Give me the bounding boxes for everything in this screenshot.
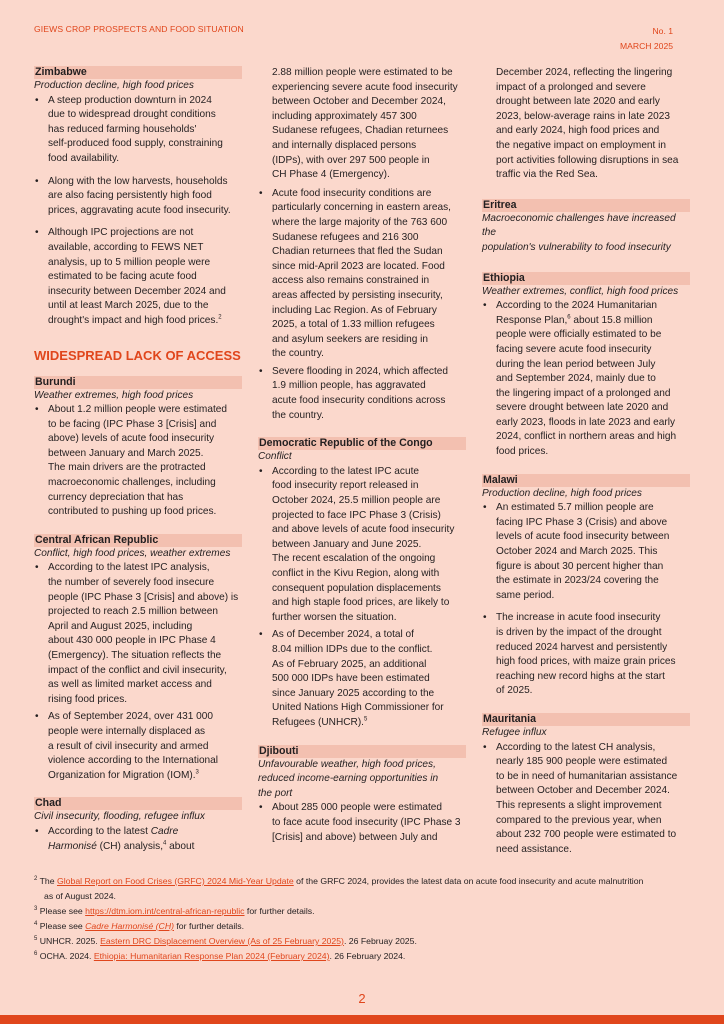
footnotes — [34, 874, 694, 964]
subtitle-car: Conflict, high food prices, weather extremes — [34, 547, 231, 559]
country-heading-djibouti: Djibouti — [258, 745, 466, 758]
bullet-list-djibouti — [258, 801, 466, 845]
bullet-item: • Along with the low harvests, households are also facing persistently high food prices, aggravating acute food insecurity. — [34, 175, 242, 219]
country-heading-mauritania: Mauritania — [482, 713, 690, 726]
country-heading-chad: Chad — [34, 797, 242, 810]
footnote-3: $^3$ Please see https://dtm.iom.int/central-african-republic for further details. — [34, 906, 315, 916]
footnote-ref[interactable]: 6 — [567, 314, 571, 321]
bullet-item: • According to the latest IPC analysis, the number of severely food insecure people (IPC Phase 3 [Crisis] and above) is projected to reach 2.5 million between April and August 2025, including about 430 000 people in IPC Phase 4 (Emergency). The situation reflects the impact of the conflict and civil insecurity, as well as limited market access and rising food prices. — [34, 561, 242, 707]
subtitle-zimbabwe: Production decline, high food prices — [34, 80, 194, 91]
bullet-list-malawi — [482, 501, 690, 699]
issue-date: MARCH 2025 — [619, 41, 673, 51]
bullet-item: • A steep production downturn in 2024 due to widespread drought conditions has reduced farming households' self-produced food supply, constraining food availability. — [34, 94, 242, 167]
djibouti-continued-text: December 2024, reflecting the lingering impact of a prolonged and severe drought between late 2020 and early 2023, below-average rains in late 2023 and early 2024, high food prices and the negative impact on employment in port activities following disruptions in sea traffic via the Red Sea. — [496, 67, 679, 181]
bullet-list-mauritania — [482, 741, 690, 858]
country-heading-eritrea: Eritrea — [482, 199, 690, 212]
bullet-item: • According to the latest Cadre Harmonisé (CH) analysis,$^4$ about — [34, 825, 242, 854]
footnote-ref[interactable]: 2 — [218, 314, 222, 321]
chad-continued-text: 2.88 million people were estimated to be experiencing severe acute food insecurity between October and December 2024, including approximately 457 300 Sudanese refugees, Chadian returnees and internally displaced persons (IDPs), with over 297 500 people in CH Phase 4 (Emergency). — [272, 67, 458, 181]
issue-info — [620, 24, 673, 54]
footnote-2: $^2$ The Global Report on Food Crises (GRFC) 2024 Mid-Year Update of the GRFC 2024, provides the latest data on acute food insecurity and acute malnutrition — [34, 876, 644, 886]
subtitle-chad: Civil insecurity, flooding, refugee influx — [34, 811, 205, 823]
section-heading: WIDESPREAD LACK OF ACCESS — [34, 347, 241, 363]
country-heading-malawi: Malawi — [482, 474, 690, 487]
bullet-item: • According to the 2024 Humanitarian Response Plan,$^6$ about 15.8 million people were officially estimated to be facing severe acute food insecurity during the lean period between July and September 2024, mainly due to the lingering impact of a prolonged and severe drought between late 2020 and early 2023, floods in late 2023 and early 2024, conflict in northern areas and high food prices. — [482, 299, 690, 460]
bullet-item: • As of December 2024, a total of 8.04 million IDPs due to the conflict. As of February 2025, an additional 500 000 IDPs have been estimated since January 2025 according to the United Nations High Commissioner for Refugees (UNHCR).$^5$ — [258, 628, 466, 730]
country-heading-car: Central African Republic — [34, 534, 242, 547]
subtitle-djibouti: Unfavourable weather, high food prices, reduced income-earning opportunities in the port — [258, 758, 439, 799]
footnote-ref[interactable]: 5 — [364, 716, 368, 723]
subtitle-drc: Conflict — [258, 451, 292, 463]
running-header-title: GIEWS CROP PROSPECTS AND FOOD SITUATION — [34, 24, 244, 34]
bullet-list-burundi — [34, 403, 242, 520]
country-heading-drc: Democratic Republic of the Congo — [258, 437, 466, 450]
bullet-item: • Acute food insecurity conditions are particularly concerning in eastern areas, where the large majority of the 763 600 Sudanese refugees and 216 300 Chadian returnees that fled the Sudan since mid-April 2023 are located. Food access also remains constrained in areas affected by persisting insecurity, including Lac Region. As of February 2025, a total of 1.33 million refugees and asylum seekers are residing in the country. — [258, 187, 466, 362]
bullet-list-zimbabwe — [34, 94, 242, 329]
bullet-list-ethiopia — [482, 299, 690, 460]
bullet-list-car — [34, 561, 242, 783]
bullet-list-drc — [258, 465, 466, 731]
bullet-list-chad-cont — [258, 187, 466, 424]
bullet-item: • About 1.2 million people were estimated to be facing (IPC Phase 3 [Crisis] and above) levels of acute food insecurity between January and March 2025. The main drivers are the protracted macroeconomic challenges, including currency depreciation that has contributed to pushing up food prices. — [34, 403, 242, 520]
country-heading-ethiopia: Ethiopia — [482, 272, 690, 285]
issue-number: No. 1 — [652, 26, 673, 36]
ocha-ethiopia-link[interactable]: Ethiopia: Humanitarian Response Plan 2024 (February 2024) — [93, 951, 330, 961]
bullet-item: • According to the latest IPC acute food insecurity report released in October 2024, 25.5 million people are projected to face IPC Phase 3 (Crisis) and above levels of acute food insecurity between January and June 2025. The recent escalation of the ongoing conflict in the Kivu Region, along with consequent population displacements and high staple food prices, are likely to further worsen the situation. — [258, 465, 466, 626]
bullet-item: • An estimated 5.7 million people are facing IPC Phase 3 (Crisis) and above levels of acute food insecurity between October 2024 and March 2025. This figure is about 30 percent higher than the estimate in 2023/24 covering the same period. — [482, 501, 690, 603]
footnote-4: $^4$ Please see Cadre Harmonisé (CH) for further details. — [34, 921, 244, 931]
subtitle-burundi: Weather extremes, high food prices — [34, 389, 194, 401]
column-1 — [34, 66, 242, 854]
subtitle-eritrea: Macroeconomic challenges have increased the population's vulnerability to food insecurity — [482, 212, 676, 253]
column-3 — [482, 66, 690, 857]
bullet-item: • About 285 000 people were estimated to face acute food insecurity (IPC Phase 3 [Crisis] and above) between July and — [258, 801, 466, 845]
grfc-link[interactable]: Global Report on Food Crises (GRFC) 2024 Mid-Year Update — [56, 876, 294, 886]
page-number: 2 — [358, 991, 366, 1006]
country-heading-burundi: Burundi — [34, 376, 242, 389]
bullet-item: • The increase in acute food insecurity is driven by the impact of the drought reduced 2024 harvest and persistently high food prices, with maize grain prices reaching new record highs at the start of 2025. — [482, 611, 690, 699]
unhcr-drc-link[interactable]: Eastern DRC Displacement Overview (As of 25 February 2025) — [100, 936, 344, 946]
subtitle-malawi: Production decline, high food prices — [482, 487, 642, 499]
subtitle-ethiopia: Weather extremes, conflict, high food prices — [482, 285, 679, 297]
subtitle-mauritania: Refugee influx — [482, 726, 547, 738]
bullet-list-chad — [34, 825, 242, 854]
footnote-ref[interactable]: 4 — [163, 840, 167, 847]
bullet-item: • Severe flooding in 2024, which affected 1.9 million people, has aggravated acute food insecurity conditions across the country. — [258, 365, 466, 423]
column-2 — [258, 66, 466, 845]
bullet-item: • As of September 2024, over 431 000 people were internally displaced as a result of civil insecurity and armed violence according to the International Organization for Migration (IOM).$^3$ — [34, 710, 242, 783]
country-heading-zimbabwe: Zimbabwe — [34, 66, 242, 79]
footnote-2-continued: as of August 2024. — [44, 891, 116, 901]
footnote-6: $^6$ OCHA. 2024. Ethiopia: Humanitarian Response Plan 2024 (February 2024). 26 February 2024. — [34, 951, 406, 961]
footer-accent-bar — [0, 1015, 724, 1024]
dtm-iom-link[interactable]: https://dtm.iom.int/central-african-republic — [85, 906, 245, 916]
bullet-item: • According to the latest CH analysis, nearly 185 900 people were estimated to be in need of humanitarian assistance between October and December 2024. This represents a slight improvement compared to the previous year, when about 232 700 people were estimated to need assistance. — [482, 741, 690, 858]
cadre-harmonise-link[interactable]: Cadre Harmonisé (CH) — [85, 921, 174, 931]
footnote-ref[interactable]: 3 — [195, 769, 199, 776]
bullet-item: • Although IPC projections are not available, according to FEWS NET analysis, up to 5 million people were estimated to be facing acute food insecurity between December 2024 and until at least March 2025, due to the drought's impact and high food prices.$^2$ — [34, 226, 242, 328]
footnote-5: $^5$ UNHCR. 2025. Eastern DRC Displacement Overview (As of 25 February 2025). 26 Februay 2025. — [34, 936, 417, 946]
